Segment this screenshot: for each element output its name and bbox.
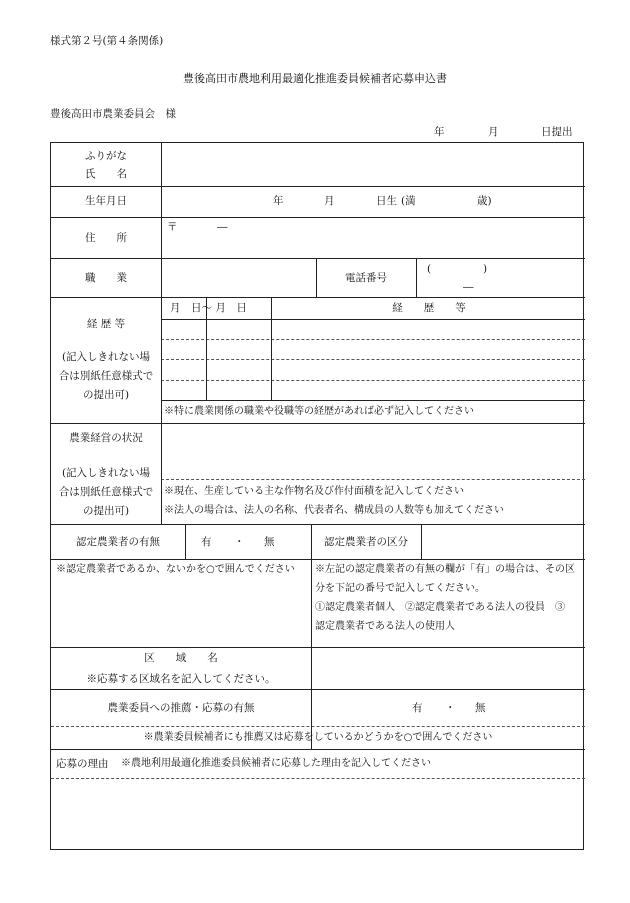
- certified-no-option[interactable]: 無: [264, 536, 275, 548]
- form-title: 豊後高田市農地利用最適化推進委員候補者応募申込書: [183, 72, 447, 85]
- birthdate-label: 生年月日: [85, 195, 127, 207]
- reason-field[interactable]: [52, 779, 584, 849]
- career-note-line3: の提出可): [82, 389, 130, 401]
- phone-label: 電話番号: [345, 272, 387, 284]
- certified-type-label: 認定農業者の区分: [324, 536, 408, 548]
- type-note-line4: 認定農業者である法人の使用人: [315, 621, 455, 632]
- birth-age-close: 歳): [477, 195, 492, 207]
- phone-dash: ―: [463, 281, 474, 293]
- district-field[interactable]: [312, 648, 584, 689]
- recommendation-note: ※農業委員候補者にも推薦又は応募をしているかどうかを○で囲んでください: [143, 732, 493, 743]
- phone-field[interactable]: [417, 259, 584, 297]
- phone-paren-open: (: [427, 263, 432, 275]
- type-note-line3: ①認定農業者個人 ②認定農業者である法人の役員 ③: [315, 602, 565, 613]
- career-footnote: ※特に農業関係の職業や役職等の経歴があれば必ず記入してください: [164, 406, 474, 417]
- application-form-table: [50, 142, 584, 850]
- address-label: 住 所: [85, 232, 127, 244]
- furigana-label: ふりがな: [85, 150, 127, 162]
- certified-type-field[interactable]: [422, 525, 584, 559]
- career-note-line1: (記入しきれない場: [61, 351, 151, 363]
- date-day-label: 日提出: [541, 126, 573, 138]
- postal-mark: 〒: [167, 221, 178, 233]
- form-number: 様式第２号(第４条関係): [50, 35, 164, 47]
- district-label: 区 域 名: [144, 652, 218, 664]
- type-note-line2: 分を下記の番号で記入してください。: [315, 583, 485, 594]
- date-year-label: 年: [434, 126, 445, 138]
- career-note-line2: 合は別紙任意様式で: [58, 370, 154, 382]
- certified-note: ※認定農業者であるか、ないかを○で囲んでください: [56, 564, 295, 575]
- career-label: 経 歴 等: [86, 318, 126, 330]
- birth-day-label: 日生: [376, 195, 397, 207]
- addressee: 豊後高田市農業委員会 様: [50, 108, 176, 120]
- farm-note-line2: 合は別紙任意様式で: [58, 486, 154, 498]
- certified-separator: ・: [234, 536, 245, 548]
- address-field[interactable]: [162, 218, 584, 258]
- district-note: ※応募する区域名を記入してください。: [86, 673, 276, 685]
- farm-footnote-1: ※現在、生産している主な作物名及び作付面積を記入してください: [164, 486, 464, 497]
- birth-age-open: (満: [401, 195, 416, 207]
- farm-footnote-2: ※法人の場合は、法人の名称、代表者名、構成員の人数等も加えてください: [164, 505, 504, 516]
- certified-yes-option[interactable]: 有: [201, 536, 212, 548]
- phone-paren-close: ): [483, 263, 488, 275]
- postal-dash: ―: [217, 221, 228, 233]
- recommendation-label: 農業委員への推薦・応募の有無: [107, 702, 255, 714]
- occupation-label: 職 業: [85, 272, 127, 284]
- farm-status-field[interactable]: [162, 424, 584, 479]
- reason-note: ※農地利用最適化推進委員候補者に応募した理由を記入してください: [121, 758, 431, 769]
- birthdate-field[interactable]: [162, 187, 584, 217]
- recommend-yes-option[interactable]: 有: [412, 702, 423, 714]
- certified-farmer-label: 認定農業者の有無: [76, 536, 160, 548]
- farm-note-line1: (記入しきれない場: [61, 467, 151, 479]
- date-month-label: 月: [488, 126, 499, 138]
- career-entries[interactable]: [162, 320, 584, 400]
- career-history-header: 経 歴 等: [392, 302, 466, 314]
- type-note-line1: ※左記の認定農業者の有無の欄が「有」の場合は、その区: [315, 564, 575, 575]
- recommend-no-option[interactable]: 無: [475, 702, 486, 714]
- career-period-header: 月 日～ 月 日: [170, 302, 247, 314]
- reason-label: 応募の理由: [56, 758, 109, 770]
- occupation-field[interactable]: [162, 259, 316, 297]
- birth-year-label: 年: [273, 195, 284, 207]
- farm-status-label: 農業経営の状況: [69, 432, 143, 444]
- recommend-separator: ・: [445, 702, 456, 714]
- name-label: 氏 名: [85, 168, 127, 180]
- birth-month-label: 月: [324, 195, 335, 207]
- farm-note-line3: の提出可): [82, 505, 130, 517]
- name-field[interactable]: [162, 144, 584, 186]
